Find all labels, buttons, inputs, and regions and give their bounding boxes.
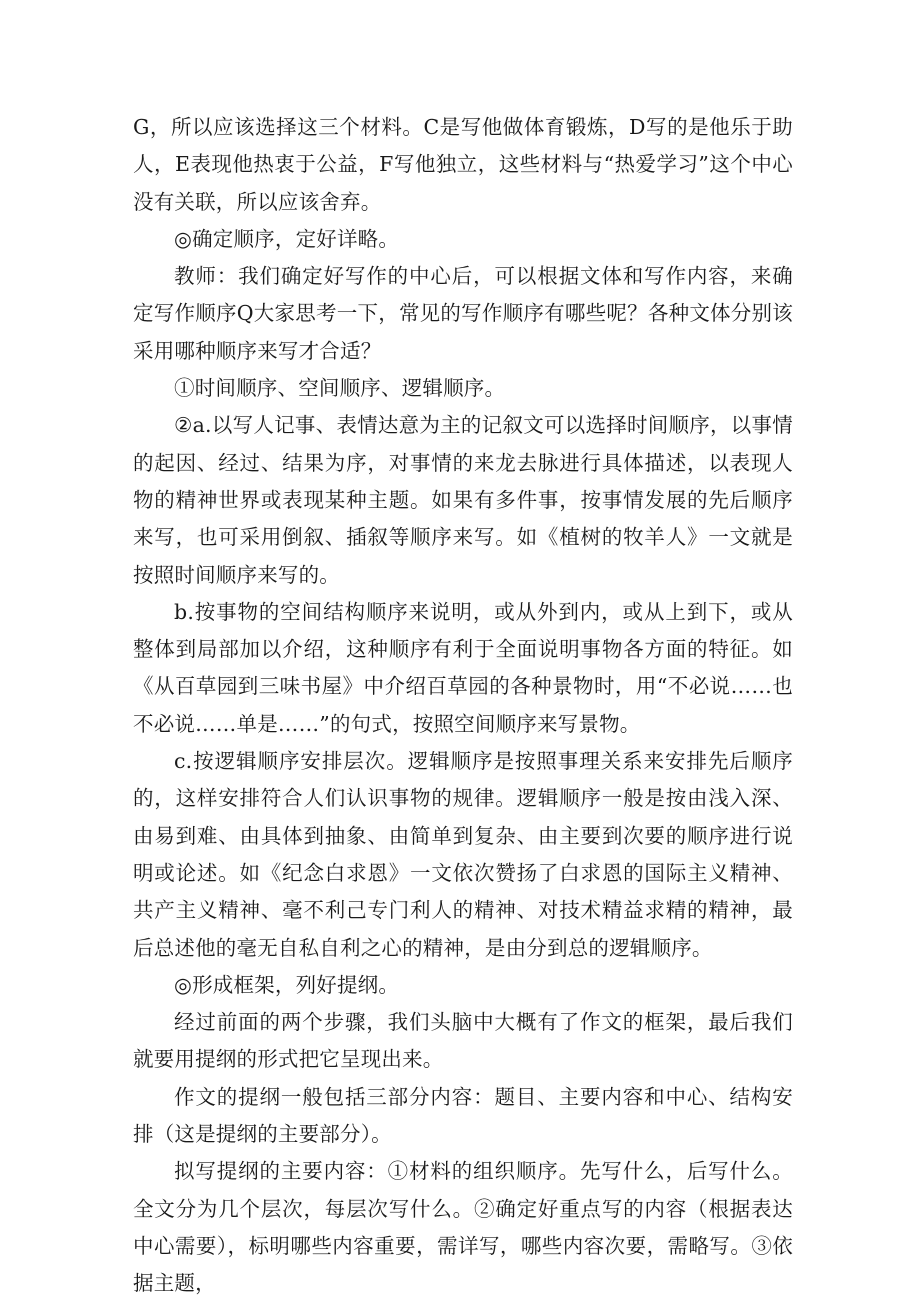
paragraph-teacher-question: 教师：我们确定好写作的中心后，可以根据文体和写作内容，来确定写作顺序Q大家思考一下，常见的写作顺序有哪些呢？各种文体分别该采用哪种顺序来写才合适？ [133,264,793,363]
paragraph-outline-parts: 作文的提纲一般包括三部分内容：题目、主要内容和中心、结构安排（这是提纲的主要部分）。 [133,1084,793,1147]
paragraph-outline-intro: 经过前面的两个步骤，我们头脑中大概有了作文的框架，最后我们就要用提纲的形式把它呈现出来。 [133,1010,793,1072]
paragraph-time-order: ②a.以写人记事、表情达意为主的记叙文可以选择时间顺序，以事情的起因、经过、结果为序，对事情的来龙去脉进行具体描述，以表现人物的精神世界或表现某种主题。如果有多件事，按事情发展的先后顺序来写，也可采用倒叙、插叙等顺序来写。如《植树的牧羊人》一文就是按照时间顺序来写的。 [133,413,793,587]
paragraph-space-order: b.按事物的空间结构顺序来说明，或从外到内，或从上到下，或从整体到局部加以介绍，这种顺序有利于全面说明事物各方面的特征。如《从百草园到三味书屋》中介绍百草园的各种景物时，用“不必说……也不必说……单是……”的句式，按照空间顺序来写景物。 [133,599,793,736]
paragraph-outline-content: 拟写提纲的主要内容：①材料的组织顺序。先写什么，后写什么。全文分为几个层次，每层次写什么。②确定好重点写的内容（根据表达中心需要），标明哪些内容重要，需详写，哪些内容次要，需略写。③依据主题， [133,1159,793,1296]
heading-form-outline: ◎形成框架，列好提纲。 [174,972,400,997]
paragraph-order-types: ①时间顺序、空间顺序、逻辑顺序。 [174,376,506,401]
heading-determine-order: ◎确定顺序，定好详略。 [174,226,400,251]
paragraph-materials-conclusion: G，所以应该选择这三个材料。C是写他做体育锻炼，D写的是他乐于助人，E表现他热衷于公益，F写他独立，这些材料与“热爱学习”这个中心没有关联，所以应该舍弃。 [133,115,793,214]
document-body [133,109,793,1303]
paragraph-logic-order: c.按逻辑顺序安排层次。逻辑顺序是按照事理关系来安排先后顺序的，这样安排符合人们认识事物的规律。逻辑顺序一般是按由浅入深、由易到难、由具体到抽象、由简单到复杂、由主要到次要的顺序进行说明或论述。如《纪念白求恩》一文依次赞扬了白求恩的国际主义精神、共产主义精神、毫不利己专门利人的精神、对技术精益求精的精神，最后总述他的毫无自私自利之心的精神，是由分到总的逻辑顺序。 [133,749,793,960]
